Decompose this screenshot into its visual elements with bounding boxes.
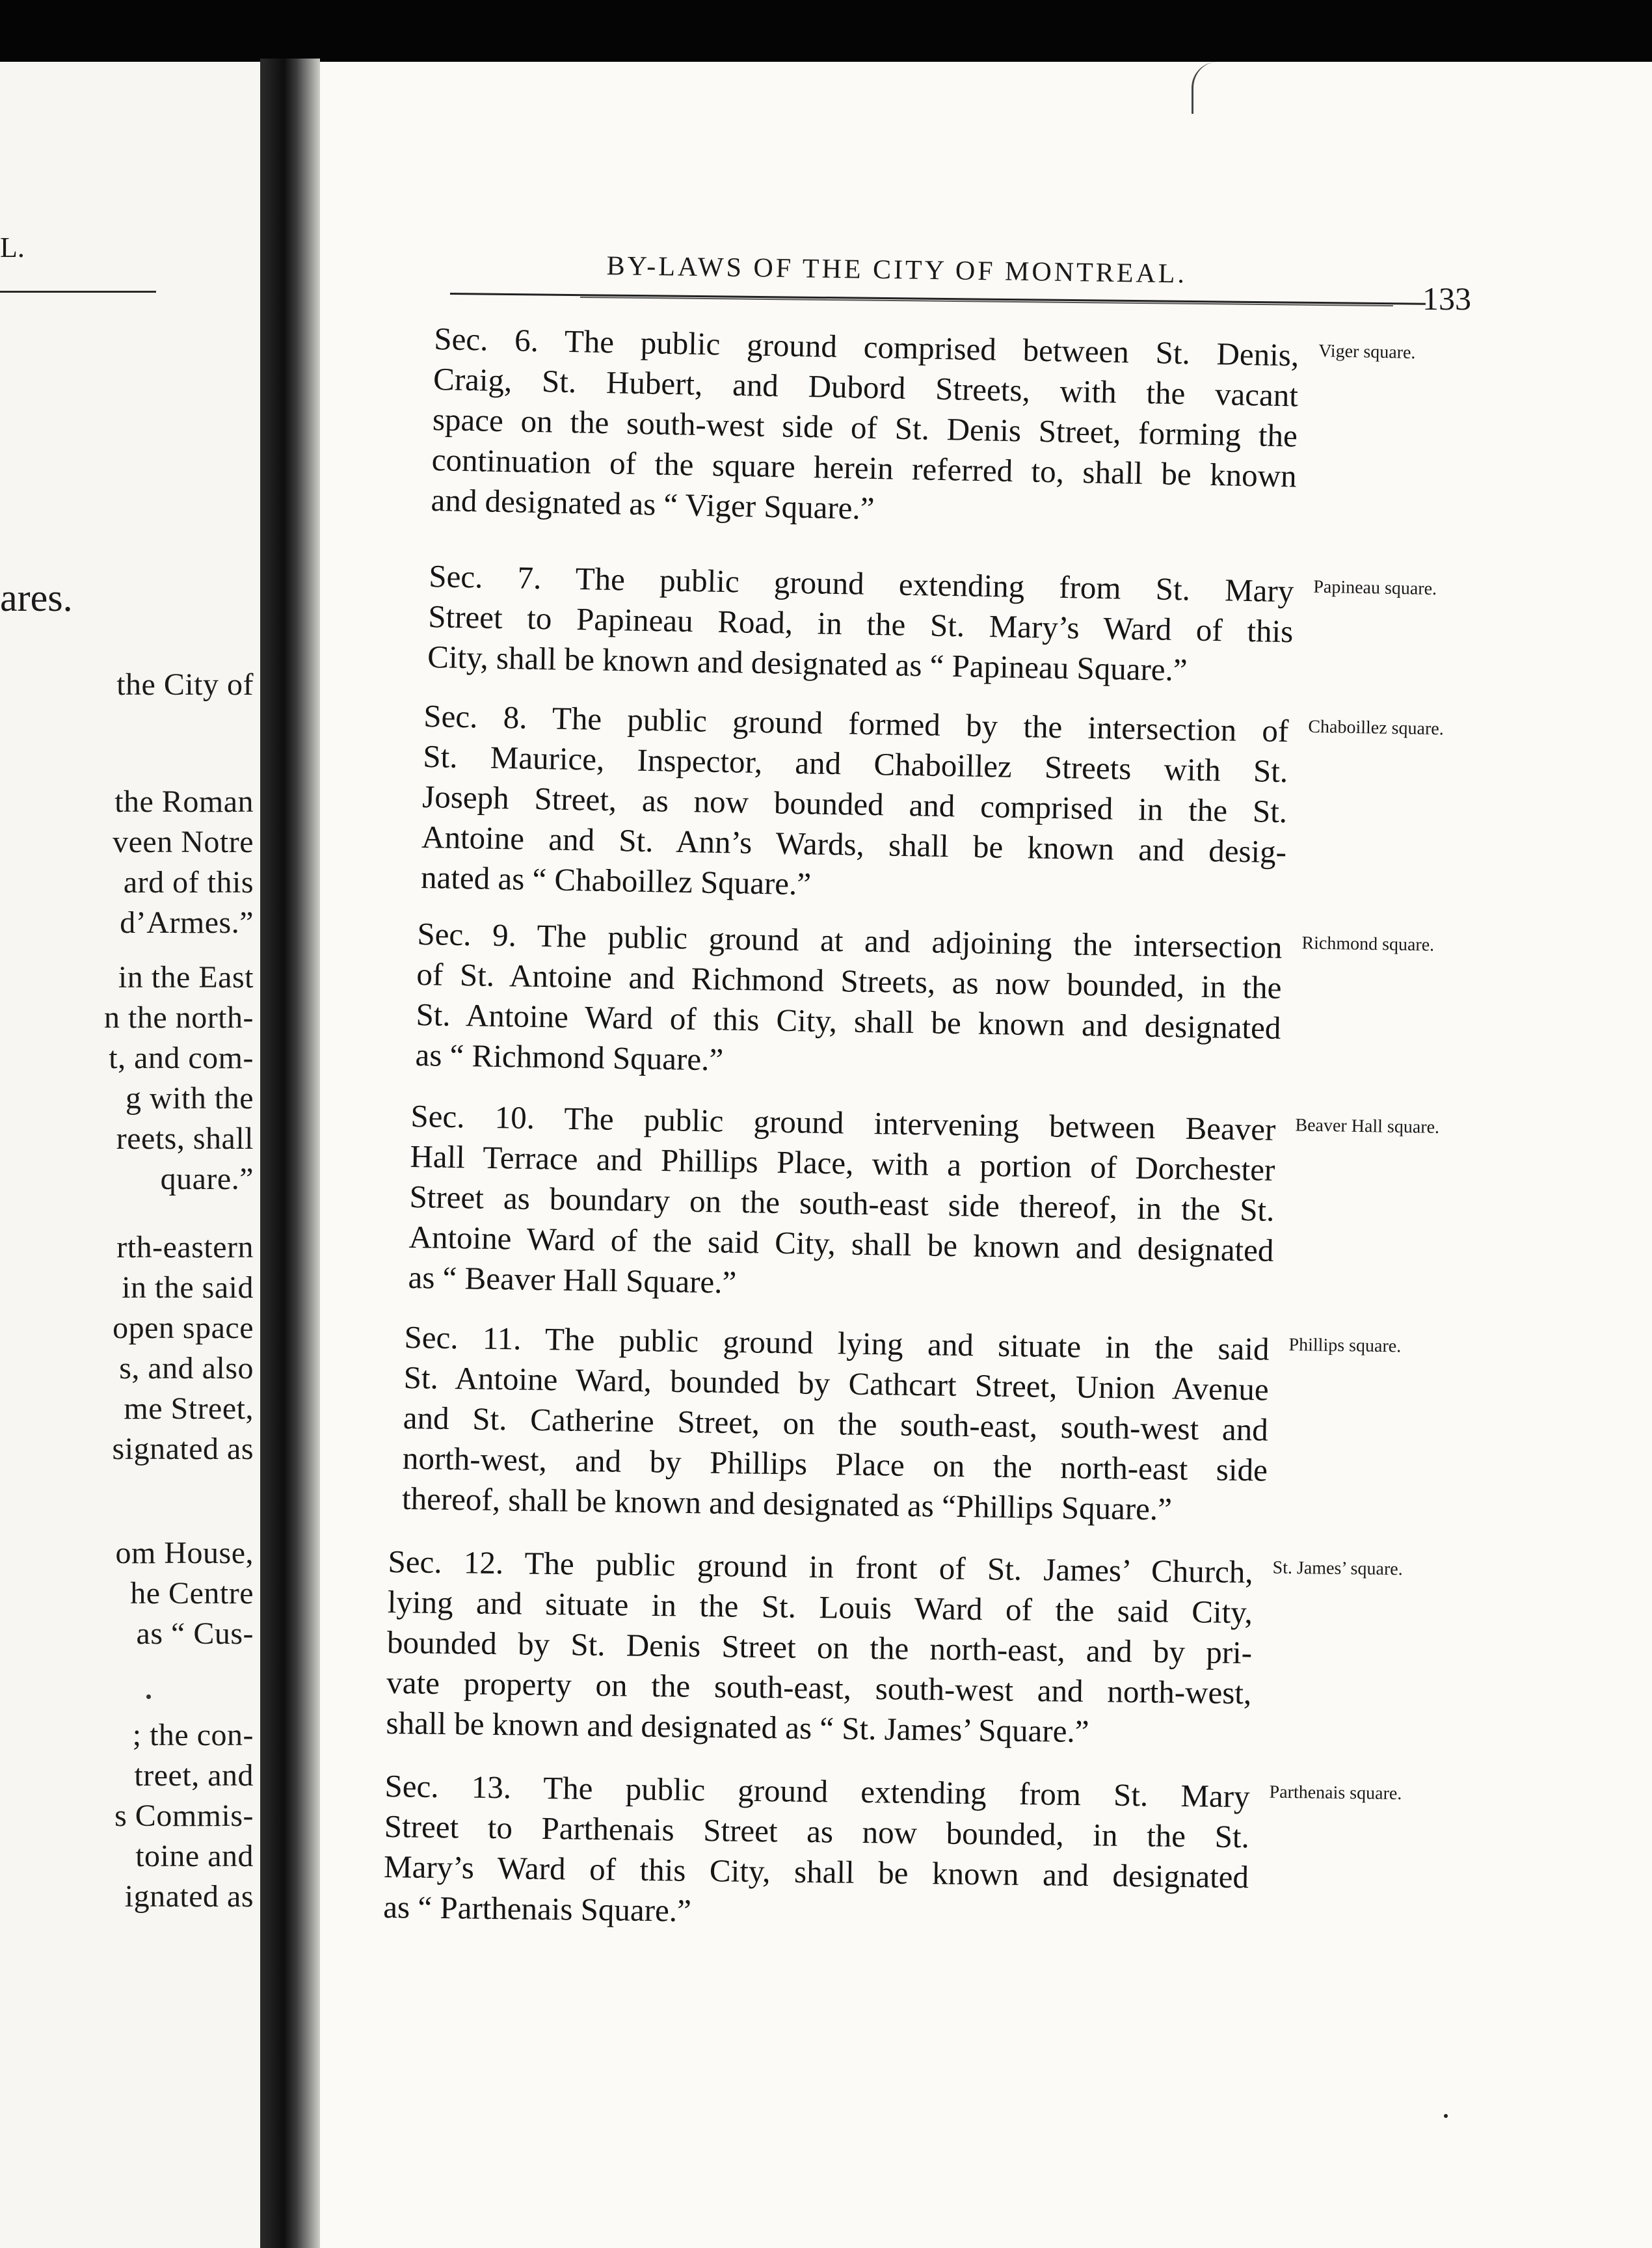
section-text-line: of St. Antoine and Richmond Streets, as now bounded, in the [416, 956, 1282, 1006]
section-text-line: Sec. 10. The public ground intervening between Beaver [410, 1097, 1276, 1147]
margin-note: Chaboillez square. [1308, 716, 1444, 740]
section-text-line: Hall Terrace and Phillips Place, with a portion of Dorchester [410, 1138, 1275, 1188]
section-text-line: City, shall be known and designated as “ Papineau Square.” [427, 638, 1188, 688]
margin-note: St. James’ square. [1272, 1557, 1403, 1580]
book-spine [260, 59, 320, 2248]
section-text-line: and St. Catherine Street, on the south-east, south-west and [403, 1399, 1269, 1448]
section-text-line: Street to Parthenais Street as now bounded, in the St. [384, 1808, 1250, 1855]
facing-text-line: signated as [112, 1432, 254, 1466]
facing-head-rule [0, 291, 156, 293]
section-text-line: north-west, and by Phillips Place on the north-east side [402, 1439, 1268, 1488]
facing-text-line: me Street, [124, 1391, 254, 1426]
section-text-line: Antoine and St. Ann’s Wards, shall be known and desig- [421, 818, 1287, 870]
facing-text-line: he Centre [130, 1576, 254, 1611]
margin-note: Richmond square. [1301, 933, 1435, 956]
section-text-line: thereof, shall be known and designated as “Phillips Square.” [401, 1480, 1173, 1527]
margin-note: Papineau square. [1313, 576, 1437, 600]
facing-text-line: reets, shall [116, 1121, 254, 1156]
section-12 [386, 1542, 1403, 1754]
section-text-line: Antoine Ward of the said City, shall be known and designated [408, 1218, 1274, 1268]
facing-text-line: s Commis- [114, 1799, 254, 1833]
section-text-line: Sec. 9. The public ground at and adjoining the intersection [417, 915, 1283, 965]
facing-text-line: om House, [115, 1536, 254, 1570]
section-text-line: continuation of the square herein referred to, shall be known [431, 441, 1298, 494]
section-text-line: nated as “ Chaboillez Square.” [420, 859, 812, 902]
ink-speck [146, 1694, 151, 1699]
facing-text-line: d’Armes.” [120, 905, 254, 940]
head-rule [450, 293, 1426, 305]
section-text-line: St. Antoine Ward, bounded by Cathcart Street, Union Avenue [403, 1359, 1269, 1408]
section-text-line: Sec. 11. The public ground lying and situate in the said [404, 1318, 1270, 1367]
section-text-line: Sec. 12. The public ground in front of St. James’ Church, [388, 1543, 1253, 1590]
section-text-line: Sec. 8. The public ground formed by the intersection of [423, 697, 1289, 749]
section-6 [431, 319, 1416, 537]
main-page [320, 62, 1652, 2248]
section-text-line: Sec. 7. The public ground extending from St. Mary [428, 557, 1294, 609]
section-text-line: Street as boundary on the south-east side thereof, in the St. [409, 1178, 1275, 1228]
section-text-line: as “ Beaver Hall Square.” [408, 1259, 737, 1300]
facing-text-line: the City of [116, 667, 254, 702]
section-text-line: shall be known and designated as “ St. James’ Square.” [386, 1704, 1089, 1750]
section-text-line: bounded by St. Denis Street on the north-east, and by pri- [386, 1624, 1253, 1671]
section-text-line: Sec. 6. The public ground comprised between St. Denis, [433, 320, 1299, 373]
margin-note: Parthenais square. [1269, 1782, 1402, 1804]
section-11 [401, 1317, 1402, 1531]
facing-text-line: quare.” [160, 1162, 254, 1196]
section-text-line: as “ Richmond Square.” [415, 1036, 724, 1078]
section-13 [383, 1766, 1402, 1938]
facing-text-line: in the East [118, 960, 254, 995]
section-text-line: St. Maurice, Inspector, and Chaboillez Streets with St. [422, 738, 1288, 790]
section-text-line: and designated as “ Viger Square.” [431, 481, 875, 527]
section-text-line: Sec. 13. The public ground extending from St. Mary [384, 1767, 1250, 1815]
facing-text-line: the Roman [114, 784, 254, 819]
facing-text-line: in the said [122, 1270, 254, 1305]
section-text-line: vate property on the south-east, south-west and north-west, [386, 1664, 1252, 1711]
ink-speck [1444, 2114, 1448, 2118]
section-10 [408, 1096, 1440, 1311]
facing-text-line: n the north- [104, 1000, 254, 1035]
section-text-line: lying and situate in the St. Louis Ward of the said City, [387, 1583, 1253, 1631]
section-text-line: Street to Papineau Road, in the St. Mary’s Ward of this [427, 598, 1294, 650]
facing-heading: ares. [0, 576, 73, 619]
margin-note: Phillips square. [1288, 1334, 1402, 1357]
section-9 [415, 914, 1435, 1089]
page-corner-mark [1192, 62, 1219, 114]
section-text-line: Craig, St. Hubert, and Dubord Streets, with the vacant [433, 360, 1299, 414]
facing-text-line: treet, and [134, 1758, 254, 1793]
facing-running-head: L. [0, 232, 25, 263]
facing-page [0, 62, 260, 2248]
section-text-line: space on the south-west side of St. Denis Street, forming the [432, 401, 1298, 454]
margin-note: Beaver Hall square. [1295, 1115, 1440, 1138]
facing-text-line: t, and com- [109, 1041, 254, 1075]
section-text-line: Mary’s Ward of this City, shall be known and designated [383, 1848, 1249, 1895]
section-text-line: Joseph Street, as now bounded and comprised in the St. [421, 778, 1288, 830]
section-text-line: St. Antoine Ward of this City, shall be known and designated [416, 996, 1281, 1046]
running-head: BY-LAWS OF THE CITY OF MONTREAL. [606, 250, 1188, 289]
facing-text-line: rth-eastern [116, 1230, 254, 1264]
facing-text-line: ignated as [124, 1879, 254, 1914]
section-text-line: as “ Parthenais Square.” [383, 1888, 692, 1929]
section-7 [427, 556, 1437, 692]
facing-text-line: toine and [135, 1839, 254, 1873]
facing-text-line: as “ Cus- [136, 1616, 254, 1651]
page-number: 133 [1422, 280, 1471, 317]
facing-text-line: veen Notre [113, 825, 254, 859]
facing-text-line: ; the con- [132, 1718, 254, 1752]
margin-note: Viger square. [1318, 341, 1416, 363]
facing-text-line: s, and also [119, 1351, 254, 1385]
facing-text-line: ard of this [123, 865, 254, 900]
facing-text-line: open space [113, 1311, 254, 1345]
facing-text-line: g with the [126, 1081, 254, 1116]
section-8 [420, 696, 1444, 913]
